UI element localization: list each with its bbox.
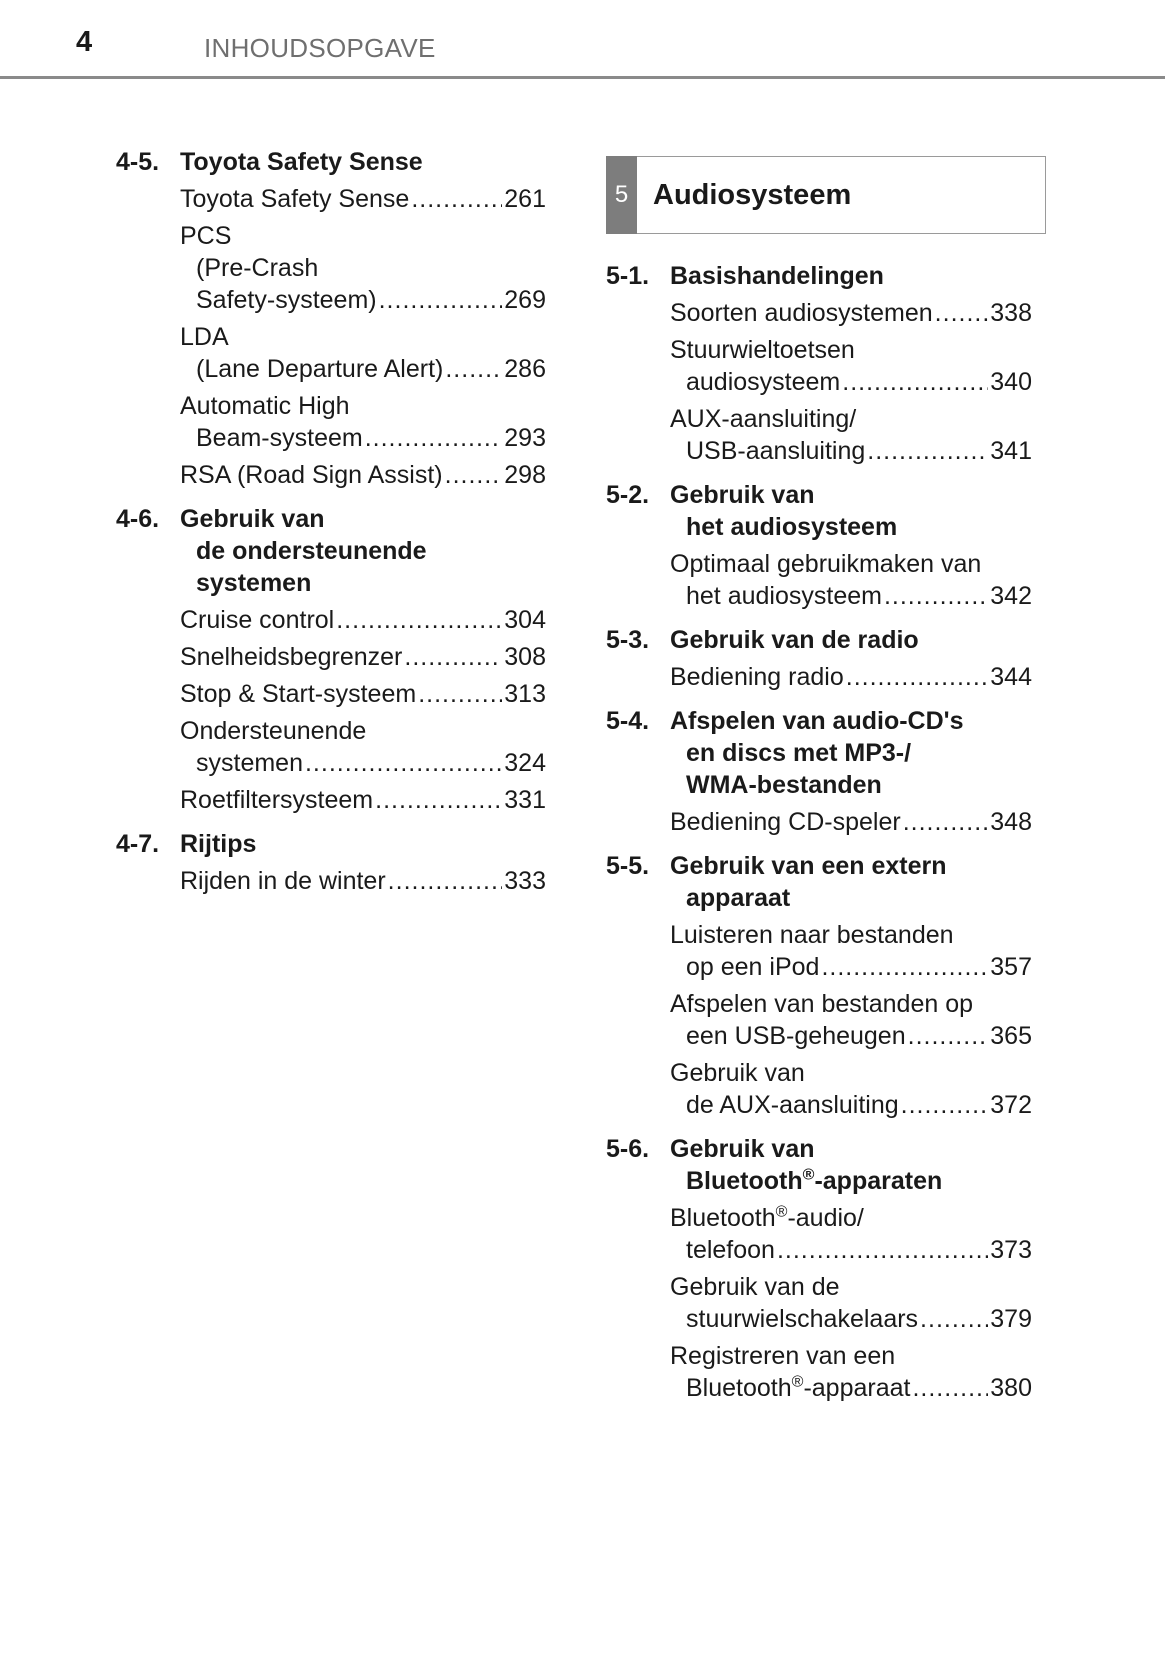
dot-leader: [365, 422, 503, 454]
dot-leader: [445, 353, 502, 385]
page-ref: 333: [504, 867, 546, 895]
dot-leader: [777, 1234, 988, 1266]
page-ref: 331: [504, 786, 546, 814]
section-title-line: Rijtips: [180, 830, 257, 858]
toc-entry-label: Safety-systeem): [196, 286, 377, 314]
section-title: [670, 1133, 1032, 1197]
section-number: 4-6.: [116, 505, 160, 533]
dot-leader: [821, 951, 988, 983]
chapter-number: 5: [606, 156, 637, 234]
dot-leader: [867, 435, 988, 467]
toc-section: [606, 260, 1032, 467]
section-title: [670, 260, 1032, 292]
toc-section: [606, 1133, 1032, 1404]
section-title-line: Gebruik van een extern: [670, 852, 947, 880]
section-title-line: Gebruik van: [670, 481, 815, 509]
section-title: [670, 850, 1032, 914]
toc-entry[interactable]: [670, 1340, 1032, 1404]
section-title-line: Basishandelingen: [670, 262, 884, 290]
dot-leader: [903, 806, 989, 838]
section-number: 5-1.: [606, 262, 650, 290]
dot-leader: [336, 604, 502, 636]
page-ref: 372: [990, 1091, 1032, 1119]
page-ref: 293: [504, 424, 546, 452]
header-divider: [0, 76, 1165, 79]
toc-section: [606, 705, 1032, 838]
toc-entry-line: Stuurwieltoetsen: [670, 336, 855, 364]
page-ref: 269: [504, 286, 546, 314]
toc-entry[interactable]: [670, 1202, 1032, 1266]
toc-section: [116, 503, 546, 816]
toc-entry[interactable]: [180, 390, 546, 454]
toc-entry-line: Bluetooth®-audio/: [670, 1203, 864, 1232]
page-ref: 304: [504, 606, 546, 634]
toc-entry-label: Bediening CD-speler: [670, 808, 901, 836]
toc-entry-line: Gebruik van: [670, 1059, 805, 1087]
section-title: [670, 479, 1032, 543]
toc-entry[interactable]: [180, 321, 546, 385]
section-title-line: en discs met MP3-/: [686, 739, 912, 767]
toc-entry[interactable]: [180, 459, 546, 491]
toc-entry-line: (Pre-Crash: [196, 254, 319, 282]
section-title-line: apparaat: [686, 884, 791, 912]
section-heading[interactable]: [116, 503, 546, 599]
dot-leader: [404, 641, 502, 673]
section-title: [180, 146, 546, 178]
section-heading[interactable]: [606, 479, 1032, 543]
toc-entry-line: Gebruik van de: [670, 1273, 840, 1301]
dot-leader: [388, 865, 503, 897]
page-ref: 365: [990, 1022, 1032, 1050]
section-number: 5-4.: [606, 707, 650, 735]
section-title-line: Gebruik van: [670, 1135, 815, 1163]
dot-leader: [908, 1020, 989, 1052]
toc-section: [116, 146, 546, 491]
toc-entry-label: stuurwielschakelaars: [686, 1305, 919, 1333]
toc-entry[interactable]: [180, 220, 546, 316]
toc-entry-line: Registreren van een: [670, 1342, 896, 1370]
page-ref: 348: [990, 808, 1032, 836]
section-number: 5-2.: [606, 481, 650, 509]
dot-leader: [379, 284, 503, 316]
toc-entry[interactable]: [670, 661, 1032, 693]
section-number: 5-3.: [606, 626, 650, 654]
section-title: [180, 828, 546, 860]
page-number: 4: [76, 26, 93, 58]
toc-section: [606, 479, 1032, 612]
toc-entry-label: Bediening radio: [670, 663, 844, 691]
section-number: 4-5.: [116, 148, 160, 176]
toc-entry-label: Snelheidsbegrenzer: [180, 643, 403, 671]
section-title: [670, 705, 1032, 801]
toc-entry-label: een USB-geheugen: [686, 1022, 906, 1050]
toc-section: [116, 828, 546, 897]
page-ref: 298: [504, 461, 546, 489]
dot-leader: [901, 1089, 989, 1121]
section-title-line: Bluetooth®-apparaten: [686, 1166, 943, 1195]
toc-entry-label: Cruise control: [180, 606, 335, 634]
toc-entry[interactable]: [670, 403, 1032, 467]
dot-leader: [418, 678, 502, 710]
toc-entry-label: Stop & Start-systeem: [180, 680, 417, 708]
dot-leader: [445, 459, 503, 491]
toc-entry-label: op een iPod: [686, 953, 820, 981]
section-heading[interactable]: [606, 624, 1032, 656]
dot-leader: [305, 747, 502, 779]
section-title: [670, 624, 1032, 656]
toc-entry-line: Afspelen van bestanden op: [670, 990, 974, 1018]
page-ref: 313: [504, 680, 546, 708]
toc-entry[interactable]: [180, 641, 546, 673]
toc-left-column: [116, 146, 546, 909]
toc-entry-label: Rijden in de winter: [180, 867, 386, 895]
toc-entry-label: de AUX-aansluiting: [686, 1091, 899, 1119]
toc-entry-line: Automatic High: [180, 392, 350, 420]
page-ref: 338: [990, 299, 1032, 327]
toc-entry-label: Soorten audiosystemen: [670, 299, 933, 327]
toc-entry-label: Beam-systeem: [196, 424, 363, 452]
section-number: 4-7.: [116, 830, 160, 858]
toc-entry-label: Bluetooth®-apparaat: [686, 1373, 911, 1402]
page-ref: 344: [990, 663, 1032, 691]
section-title-line: Gebruik van de radio: [670, 626, 919, 654]
page-ref: 324: [504, 749, 546, 777]
dot-leader: [912, 1372, 988, 1404]
toc-entry[interactable]: [670, 988, 1032, 1052]
page-ref: 373: [990, 1236, 1032, 1264]
page-ref: 340: [990, 368, 1032, 396]
section-number: 5-6.: [606, 1135, 650, 1163]
toc-entry[interactable]: [670, 334, 1032, 398]
section-title-line: Toyota Safety Sense: [180, 148, 423, 176]
page-ref: 261: [504, 185, 546, 213]
dot-leader: [842, 366, 988, 398]
toc-entry-label: systemen: [196, 749, 303, 777]
toc-entry[interactable]: [180, 865, 546, 897]
toc-entry[interactable]: [180, 784, 546, 816]
toc-entry-line: PCS: [180, 222, 232, 250]
section-heading[interactable]: [606, 1133, 1032, 1197]
page-ref: 380: [990, 1374, 1032, 1402]
toc-entry[interactable]: [670, 1271, 1032, 1335]
section-title-line: de ondersteunende: [196, 537, 427, 565]
toc-entry-label: telefoon: [686, 1236, 775, 1264]
dot-leader: [920, 1303, 988, 1335]
page-ref: 379: [990, 1305, 1032, 1333]
section-title-line: het audiosysteem: [686, 513, 898, 541]
toc-entry[interactable]: [180, 715, 546, 779]
page-ref: 341: [990, 437, 1032, 465]
section-title-line: WMA-bestanden: [686, 771, 882, 799]
dot-leader: [375, 784, 502, 816]
toc-entry[interactable]: [670, 548, 1032, 612]
toc-entry[interactable]: [670, 297, 1032, 329]
toc-entry-label: Roetfiltersysteem: [180, 786, 374, 814]
dot-leader: [935, 297, 989, 329]
toc-entry-line: AUX-aansluiting/: [670, 405, 857, 433]
section-number: 5-5.: [606, 852, 650, 880]
chapter-title: Audiosysteem: [653, 178, 852, 211]
section-heading[interactable]: [116, 828, 546, 860]
dot-leader: [846, 661, 989, 693]
page-title: INHOUDSOPGAVE: [204, 33, 436, 63]
toc-entry-line: Optimaal gebruikmaken van: [670, 550, 982, 578]
section-heading[interactable]: [606, 850, 1032, 914]
section-heading[interactable]: [116, 146, 546, 178]
dot-leader: [884, 580, 988, 612]
page-ref: 286: [504, 355, 546, 383]
toc-entry-label: RSA (Road Sign Assist): [180, 461, 443, 489]
page-ref: 308: [504, 643, 546, 671]
page-ref: 342: [990, 582, 1032, 610]
section-heading[interactable]: [606, 705, 1032, 801]
toc-entry-label: USB-aansluiting: [686, 437, 866, 465]
dot-leader: [411, 183, 502, 215]
toc-entry-label: het audiosysteem: [686, 582, 882, 610]
toc-entry-line: Ondersteunende: [180, 717, 367, 745]
section-title-line: Gebruik van: [180, 505, 325, 533]
toc-entry-line: Luisteren naar bestanden: [670, 921, 954, 949]
section-title-line: systemen: [196, 569, 312, 597]
section-title-line: Afspelen van audio-CD's: [670, 707, 964, 735]
toc-entry[interactable]: [180, 183, 546, 215]
toc-section: [606, 624, 1032, 693]
page-ref: 357: [990, 953, 1032, 981]
toc-entry[interactable]: [670, 919, 1032, 983]
section-heading[interactable]: [606, 260, 1032, 292]
toc-entry[interactable]: [180, 604, 546, 636]
toc-entry-line: LDA: [180, 323, 229, 351]
toc-entry[interactable]: [670, 806, 1032, 838]
section-title: [180, 503, 546, 599]
toc-entry[interactable]: [180, 678, 546, 710]
toc-entry-label: Toyota Safety Sense: [180, 185, 410, 213]
toc-entry-label: (Lane Departure Alert): [196, 355, 444, 383]
toc-right-column: [606, 260, 1032, 1416]
toc-section: [606, 850, 1032, 1121]
toc-entry-label: audiosysteem: [686, 368, 841, 396]
chapter-heading[interactable]: [606, 156, 1046, 234]
toc-entry[interactable]: [670, 1057, 1032, 1121]
